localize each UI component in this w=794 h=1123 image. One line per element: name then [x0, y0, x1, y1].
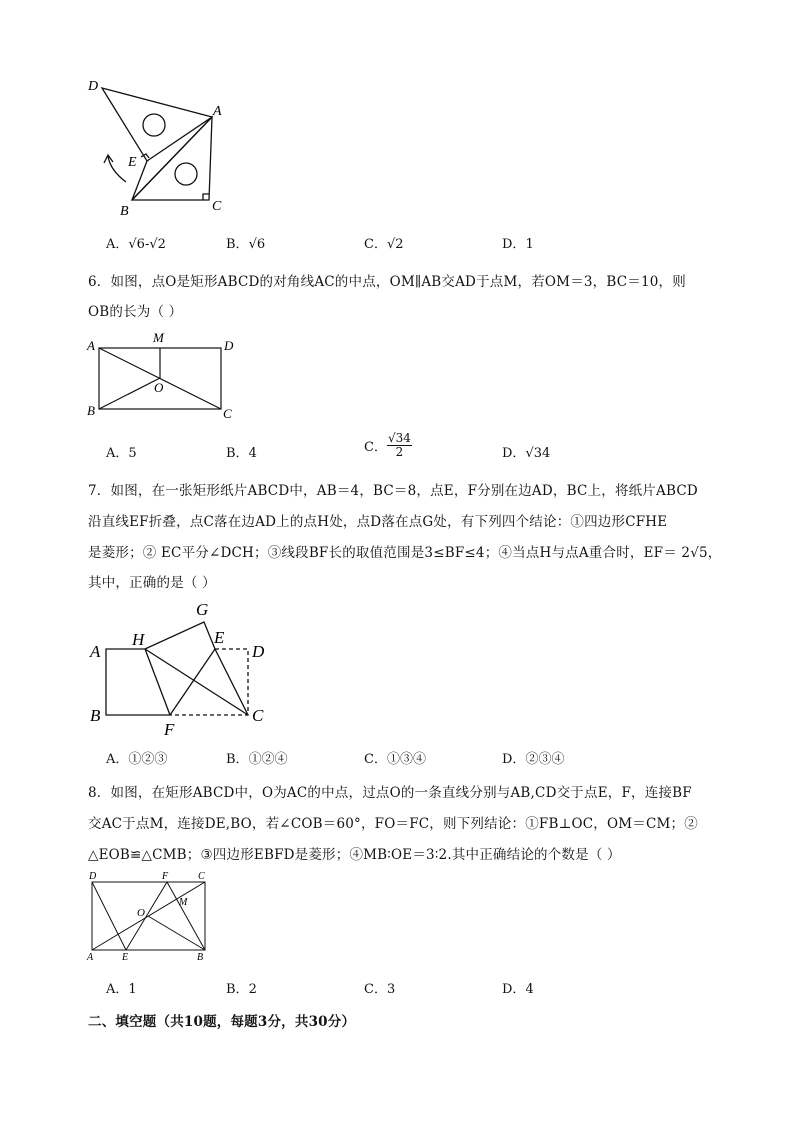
- q6-option-c[interactable]: C． $\frac{√34}{2}$: [364, 431, 411, 460]
- q8-figure: [84, 868, 220, 964]
- q5-option-d[interactable]: D．1: [502, 237, 534, 252]
- q8-label-M: M: [179, 897, 188, 908]
- q5-option-c[interactable]: C．√2: [364, 237, 404, 252]
- q5-label-B: B: [120, 204, 129, 219]
- q8-label-E: E: [122, 952, 129, 963]
- q6-option-a[interactable]: A．5: [106, 446, 137, 461]
- q8-option-d[interactable]: D．4: [502, 982, 534, 997]
- q5-label-D: D: [88, 79, 99, 94]
- q5-label-C: C: [212, 199, 222, 214]
- q8-options: [106, 978, 726, 998]
- q5-options: [106, 233, 726, 253]
- q7-option-d[interactable]: D．②③④: [502, 752, 565, 767]
- q7-stem-line3: 是菱形；② EC平分∠DCH；③线段BF长的取值范围是3≤BF≤4；④当点H与点A重合时，EF＝ 2√5，: [88, 545, 722, 561]
- q8-option-a[interactable]: A．1: [106, 982, 137, 997]
- q8-stem-line3: △EOB≌△CMB；③四边形EBFD是菱形；④MB∶OE＝3∶2.其中正确结论的个数是（ ）: [88, 847, 621, 863]
- q6-stem-line1: 6．如图，点O是矩形ABCD的对角线AC的中点，OM∥AB交AD于点M，若OM＝3，BC＝10，则: [88, 274, 686, 290]
- q6-label-C: C: [223, 406, 232, 421]
- q6-stem-line2: OB的长为（ ）: [88, 304, 183, 320]
- q8-stem-line1: 8．如图，在矩形ABCD中，O为AC的中点，过点O的一条直线分别与AB,CD交于点E，F，连接BF: [88, 785, 692, 801]
- section-2-title: 二、填空题（共10题，每题3分，共30分）: [88, 1014, 356, 1030]
- q7-stem-line1: 7．如图，在一张矩形纸片ABCD中，AB＝4，BC＝8，点E，F分别在边AD，BC上，将纸片ABCD: [88, 483, 698, 499]
- q5-option-b[interactable]: B．√6: [226, 237, 266, 252]
- q7-label-B: B: [90, 706, 101, 725]
- q7-option-c[interactable]: C．①③④: [364, 752, 426, 767]
- q7-option-a[interactable]: A．①②③: [106, 752, 168, 767]
- q5-label-A: A: [213, 104, 222, 119]
- q7-label-G: G: [196, 600, 209, 619]
- q5-option-a[interactable]: A．√6-√2: [106, 237, 166, 252]
- q8-label-D: D: [89, 871, 97, 882]
- q7-label-C: C: [252, 706, 264, 725]
- q6-option-b[interactable]: B．4: [226, 446, 257, 461]
- q7-stem-line4: 其中，正确的是（ ）: [88, 575, 216, 591]
- q7-option-b[interactable]: B．①②④: [226, 752, 288, 767]
- q8-label-A: A: [87, 952, 94, 963]
- q7-label-E: E: [214, 628, 225, 647]
- q6-options: [106, 432, 726, 468]
- q6-option-d[interactable]: D．√34: [502, 446, 551, 461]
- q8-label-O: O: [137, 907, 145, 919]
- q7-label-H: H: [132, 630, 145, 649]
- q8-option-b[interactable]: B．2: [226, 982, 257, 997]
- q6-label-M: M: [153, 330, 164, 345]
- q7-figure: [84, 597, 284, 739]
- q6-label-O: O: [154, 380, 164, 395]
- q7-stem-line2: 沿直线EF折叠，点C落在边AD上的点H处，点D落在点G处，有下列四个结论：①四边形CFHE: [88, 514, 668, 530]
- q6-figure: [84, 328, 244, 424]
- q8-label-B: B: [197, 952, 204, 963]
- q7-label-A: A: [90, 642, 101, 661]
- q8-label-F: F: [162, 871, 169, 882]
- q8-option-c[interactable]: C．3: [364, 982, 396, 997]
- q8-stem-line2: 交AC于点M，连接DE,BO，若∠COB＝60°，FO＝FC，则下列结论：①FB⊥OC，OM＝CM；②: [88, 816, 698, 832]
- q7-options: [106, 748, 726, 768]
- q6-label-A: A: [87, 338, 95, 353]
- q7-label-F: F: [164, 720, 175, 739]
- q6-label-B: B: [87, 403, 95, 418]
- q5-figure: [80, 70, 240, 220]
- q6-label-D: D: [224, 338, 234, 353]
- q5-label-E: E: [128, 155, 137, 170]
- q8-label-C: C: [198, 871, 205, 882]
- q7-label-D: D: [252, 642, 265, 661]
